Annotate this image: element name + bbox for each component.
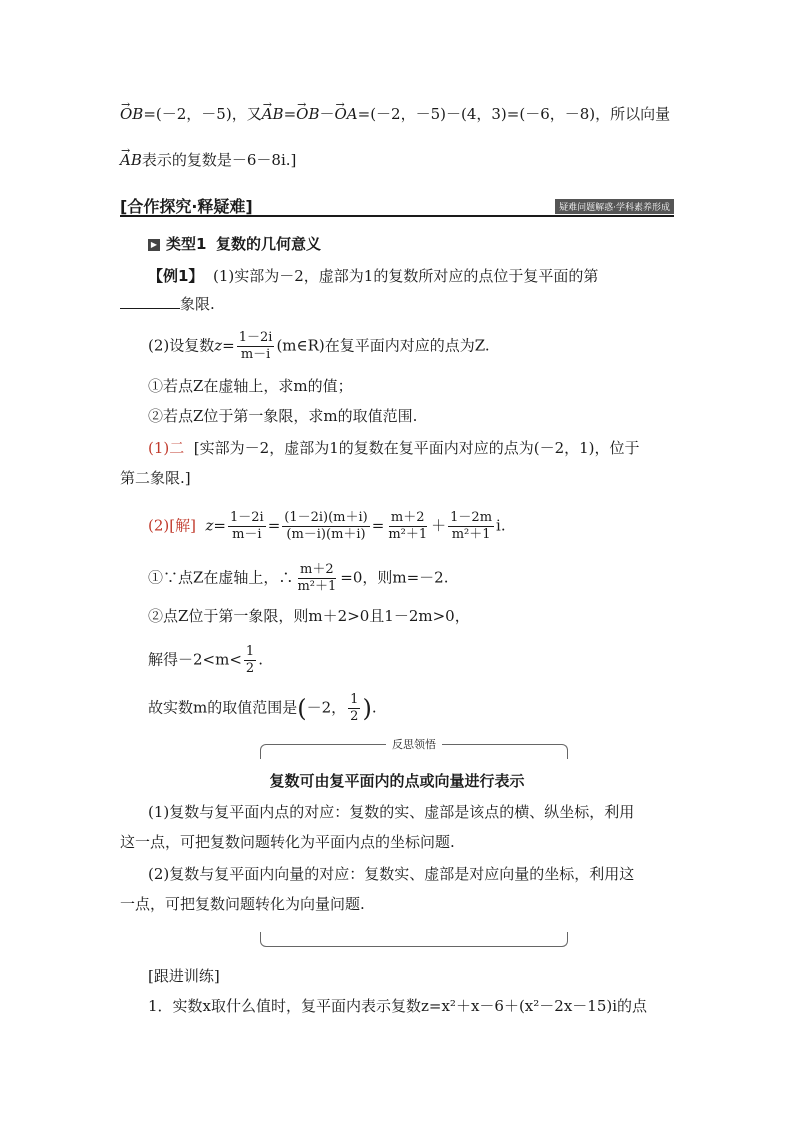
intro-line-1: → OB=(－2，－5)，又→ AB=→ OB－→ OA=(－2，－5)－(4，3)=(－6，－8)，所以向量 [120, 104, 670, 124]
reflect-p1b: 这一点，可把复数问题转化为平面内点的坐标问题. [120, 833, 455, 851]
vector-OA: → OA [334, 104, 357, 124]
reflect-heading: 复数可由复平面内的点或向量进行表示 [269, 772, 525, 790]
answer-1-key: (1)二 [148, 439, 185, 457]
section-tag: 疑难问题解惑·学科素养形成 [555, 199, 674, 214]
section-title: [合作探究·释疑难] [120, 197, 253, 216]
play-arrow-icon: ▶ [148, 239, 160, 251]
section-rule [120, 215, 674, 217]
answer-1: (1)二 [实部为－2，虚部为1的复数在复平面内对应的点为(－2，1)，位于 [148, 439, 640, 457]
reflect-box-top [260, 738, 568, 759]
example-1-p2: (2)设复数z= $\frac{1-2i}{m-i}$ (m∈R)在复平面内对应的点为Z. [148, 330, 490, 362]
vector-AB-2: → AB [120, 150, 142, 170]
reflect-p2b: 一点，可把复数问题转化为向量问题. [120, 895, 365, 913]
step-2: ②点Z位于第一象限，则m＋2>0且1－2m>0， [148, 607, 470, 625]
reflect-p2a: (2)复数与复平面内向量的对应：复数实、虚部是对应向量的坐标，利用这 [148, 865, 635, 883]
answer-1-cont: 第二象限.] [120, 469, 191, 487]
reflect-box-bottom [260, 932, 568, 947]
example-1-p1-cont: 象限. [120, 294, 215, 314]
vector-AB: → AB [262, 104, 284, 124]
followup-question-1: 1．实数x取什么值时，复平面内表示复数z=x²＋x－6＋(x²－2x－15)i的点 [148, 997, 648, 1015]
fraction: $\frac{1-2i}{m-i}$ [238, 330, 273, 362]
intro-line-2: → AB表示的复数是－6－8i.] [120, 150, 296, 170]
question-1: ①若点Z在虚轴上，求m的值； [148, 377, 353, 395]
reflect-label: 反思领悟 [386, 736, 442, 752]
question-2: ②若点Z位于第一象限，求m的取值范围. [148, 407, 418, 425]
example-1-p1: 【例1】 (1)实部为－2，虚部为1的复数所对应的点位于复平面的第 [148, 267, 599, 285]
step-3: 解得－2<m< $\frac{1}{2}$ . [148, 644, 263, 676]
step-4: 故实数m的取值范围是(－2， $\frac{1}{2}$ ). [148, 692, 377, 724]
answer-blank[interactable] [120, 294, 180, 309]
section-header [120, 194, 674, 216]
step-1: ①∵点Z在虚轴上，∴ $\frac{m+2}{\text{m²＋1}}$ =0，则m=－2. [148, 562, 449, 594]
followup-label: [跟进训练] [148, 967, 220, 985]
answer-2-derivation: (2)[解] z= $\frac{1-2i}{m-i}$ = $\frac{(1-2i)(m+i)}{(m-i)(m+i)}$ = $\frac{m+2}{\text{m²＋1}}$ ＋ $\frac{1-2m}{\text{m²＋1}}$ i. [148, 510, 506, 542]
vector-OB-2: → OB [296, 104, 319, 124]
type1-heading: ▶ 类型1 复数的几何意义 [148, 234, 321, 254]
vector-OB: → OB [120, 104, 143, 124]
example-label: 【例1】 [148, 267, 204, 285]
reflect-p1a: (1)复数与复平面内点的对应：复数的实、虚部是该点的横、纵坐标，利用 [148, 803, 635, 821]
